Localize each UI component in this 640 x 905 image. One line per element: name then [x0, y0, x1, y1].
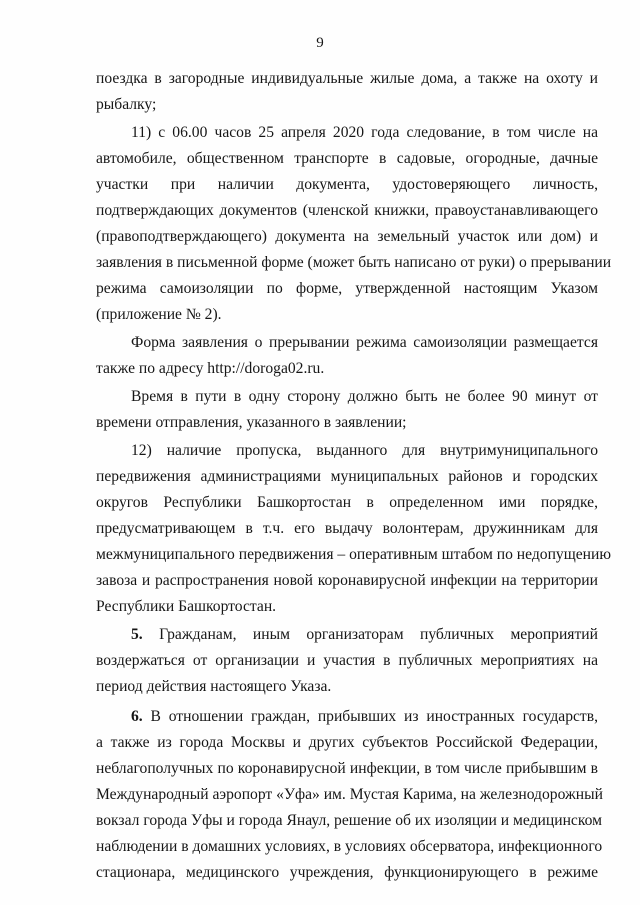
text-line: В отношении граждан, прибывших из иностранных государств,	[150, 708, 599, 725]
page-number: 9	[316, 35, 324, 51]
text-line: участки при наличии документа, удостоверяющего личность,	[96, 176, 598, 193]
text-line: Гражданам, иным организаторам публичных мероприятий	[159, 626, 598, 643]
text-line: Республики Башкортостан.	[96, 598, 277, 615]
text-line: Международный аэропорт «Уфа» им. Мустая Карима, на железнодорожный	[96, 786, 603, 803]
text-line: предусматривающем в т.ч. его выдачу волонтерам, дружинникам для	[96, 520, 598, 537]
text-line: рыбалку;	[96, 96, 157, 113]
text-line: вокзал города Уфы и города Янаул, решение об их изоляции и медицинском	[96, 812, 602, 829]
text-line: заявления в письменной форме (может быть написано от руки) о прерывании	[96, 254, 612, 271]
text-line: (правоподтверждающего) документа на земельный участок или дом) и	[96, 228, 598, 245]
text-line: межмуниципального передвижения – оперативным штабом по недопущению	[96, 546, 611, 563]
text-line: автомобиле, общественном транспорте в садовые, огородные, дачные	[96, 150, 598, 167]
text-line: (приложение № 2).	[96, 306, 222, 323]
text-line: времени отправления, указанного в заявлении;	[96, 414, 407, 431]
text-line: наблюдении в домашних условиях, в условиях обсерватора, инфекционного	[96, 838, 603, 855]
text-line: режима самоизоляции по форме, утвержденной настоящим Указом	[96, 280, 598, 297]
text-line: 11) с 06.00 часов 25 апреля 2020 года следование, в том числе на	[131, 124, 598, 141]
text-line: 12) наличие пропуска, выданного для внутримуниципального	[131, 442, 598, 459]
text-line: а также из города Москвы и других субъектов Российской Федерации,	[96, 734, 598, 751]
text-line: подтверждающих документов (членской книжки, правоустанавливающего	[96, 202, 598, 219]
text-line: Время в пути в одну сторону должно быть не более 90 минут от	[131, 388, 598, 405]
text-line: стационара, медицинского учреждения, функционирующего в режиме	[96, 864, 598, 881]
text-line: также по адресу http://doroga02.ru.	[96, 360, 325, 377]
text-line: Форма заявления о прерывании режима самоизоляции размещается	[131, 334, 598, 351]
text-line: неблагополучных по коронавирусной инфекции, в том числе прибывшим в	[96, 760, 598, 777]
item-5-first-line	[131, 622, 598, 648]
text-line: период действия настоящего Указа.	[96, 678, 332, 695]
text-line: воздержаться от организации и участия в публичных мероприятиях на	[96, 652, 598, 669]
text-line: округов Республики Башкортостан в определенном ими порядке,	[96, 494, 598, 511]
item-6-first-line	[131, 704, 598, 730]
text-line: передвижения администрациями муниципальных районов и городских	[96, 468, 598, 485]
item-number: 5.	[131, 626, 143, 643]
text-line: завоза и распространения новой коронавирусной инфекции на территории	[96, 572, 598, 589]
item-number: 6.	[131, 708, 143, 725]
text-line: поездка в загородные индивидуальные жилые дома, а также на охоту и	[96, 70, 598, 87]
